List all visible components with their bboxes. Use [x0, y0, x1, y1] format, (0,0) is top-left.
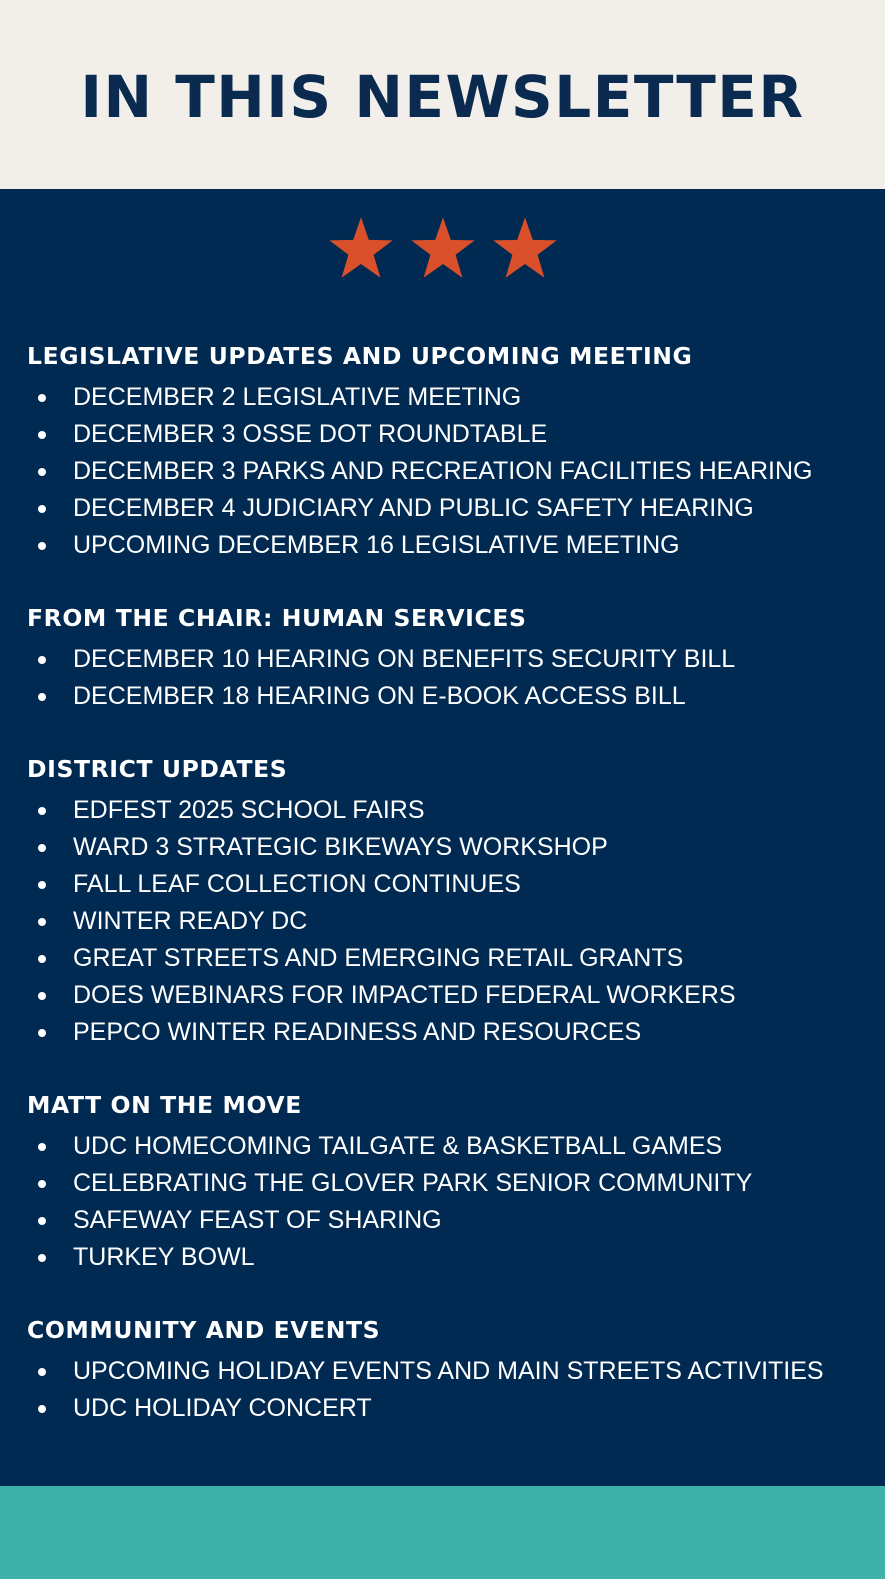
list-item-label: UDC HOLIDAY CONCERT [73, 1394, 372, 1422]
section-heading: DISTRICT UPDATES [27, 755, 288, 783]
bullet-icon [38, 468, 46, 476]
bullet-icon [38, 1217, 46, 1225]
section-heading: MATT ON THE MOVE [27, 1091, 302, 1119]
contents-section [27, 1088, 872, 1276]
list-item-label: DECEMBER 3 PARKS AND RECREATION FACILITIES HEARING [73, 457, 813, 485]
list-item [27, 829, 872, 866]
section-heading: COMMUNITY AND EVENTS [27, 1316, 381, 1344]
list-item-label: GREAT STREETS AND EMERGING RETAIL GRANTS [73, 944, 684, 972]
bullet-icon [38, 693, 46, 701]
contents-sections [27, 339, 872, 1464]
list-item [27, 866, 872, 903]
list-item-label: PEPCO WINTER READINESS AND RESOURCES [73, 1018, 642, 1046]
list-item-label: TURKEY BOWL [73, 1243, 255, 1271]
bullet-icon [38, 1254, 46, 1262]
list-item [27, 977, 872, 1014]
section-item-list [27, 1353, 872, 1427]
bullet-icon [38, 1029, 46, 1037]
section-item-list [27, 641, 872, 715]
bullet-icon [38, 992, 46, 1000]
bullet-icon [38, 1368, 46, 1376]
list-item [27, 1202, 872, 1239]
bullet-icon [38, 431, 46, 439]
list-item [27, 1390, 872, 1427]
list-item-label: UPCOMING DECEMBER 16 LEGISLATIVE MEETING [73, 531, 680, 559]
bullet-icon [38, 542, 46, 550]
bullet-icon [38, 1143, 46, 1151]
list-item-label: DECEMBER 3 OSSE DOT ROUNDTABLE [73, 420, 548, 448]
stars-row [0, 216, 885, 282]
list-item [27, 1014, 872, 1051]
list-item-label: WINTER READY DC [73, 907, 308, 935]
star-icon [410, 216, 476, 282]
contents-section [27, 752, 872, 1051]
list-item [27, 1165, 872, 1202]
list-item-label: CELEBRATING THE GLOVER PARK SENIOR COMMUNITY [73, 1169, 753, 1197]
bullet-icon [38, 505, 46, 513]
list-item-label: DECEMBER 18 HEARING ON E-BOOK ACCESS BILL [73, 682, 686, 710]
section-item-list [27, 792, 872, 1051]
bullet-icon [38, 807, 46, 815]
section-item-list [27, 1128, 872, 1276]
contents-panel [0, 189, 885, 1486]
list-item [27, 527, 872, 564]
contents-section [27, 1313, 872, 1427]
list-item [27, 416, 872, 453]
list-item [27, 379, 872, 416]
list-item-label: FALL LEAF COLLECTION CONTINUES [73, 870, 521, 898]
list-item [27, 1128, 872, 1165]
newsletter-header [0, 0, 885, 189]
list-item [27, 940, 872, 977]
page-title: IN THIS NEWSLETTER [80, 62, 805, 131]
bullet-icon [38, 844, 46, 852]
list-item-label: DECEMBER 10 HEARING ON BENEFITS SECURITY BILL [73, 645, 736, 673]
section-heading: FROM THE CHAIR: HUMAN SERVICES [27, 604, 527, 632]
contents-section [27, 601, 872, 715]
footer-band [0, 1486, 885, 1579]
bullet-icon [38, 394, 46, 402]
list-item [27, 792, 872, 829]
list-item-label: DECEMBER 4 JUDICIARY AND PUBLIC SAFETY HEARING [73, 494, 754, 522]
bullet-icon [38, 881, 46, 889]
list-item [27, 453, 872, 490]
section-item-list [27, 379, 872, 564]
list-item [27, 1239, 872, 1276]
bullet-icon [38, 918, 46, 926]
bullet-icon [38, 656, 46, 664]
section-heading: LEGISLATIVE UPDATES AND UPCOMING MEETING [27, 342, 693, 370]
bullet-icon [38, 955, 46, 963]
list-item-label: UDC HOMECOMING TAILGATE & BASKETBALL GAMES [73, 1132, 723, 1160]
bullet-icon [38, 1180, 46, 1188]
list-item-label: EDFEST 2025 SCHOOL FAIRS [73, 796, 425, 824]
bullet-icon [38, 1405, 46, 1413]
list-item [27, 1353, 872, 1390]
list-item-label: DOES WEBINARS FOR IMPACTED FEDERAL WORKERS [73, 981, 736, 1009]
list-item [27, 641, 872, 678]
list-item [27, 903, 872, 940]
star-icon [492, 216, 558, 282]
list-item-label: DECEMBER 2 LEGISLATIVE MEETING [73, 383, 522, 411]
list-item [27, 490, 872, 527]
contents-section [27, 339, 872, 564]
list-item-label: WARD 3 STRATEGIC BIKEWAYS WORKSHOP [73, 833, 608, 861]
list-item [27, 678, 872, 715]
star-icon [328, 216, 394, 282]
list-item-label: SAFEWAY FEAST OF SHARING [73, 1206, 442, 1234]
list-item-label: UPCOMING HOLIDAY EVENTS AND MAIN STREETS ACTIVITIES [73, 1357, 824, 1385]
